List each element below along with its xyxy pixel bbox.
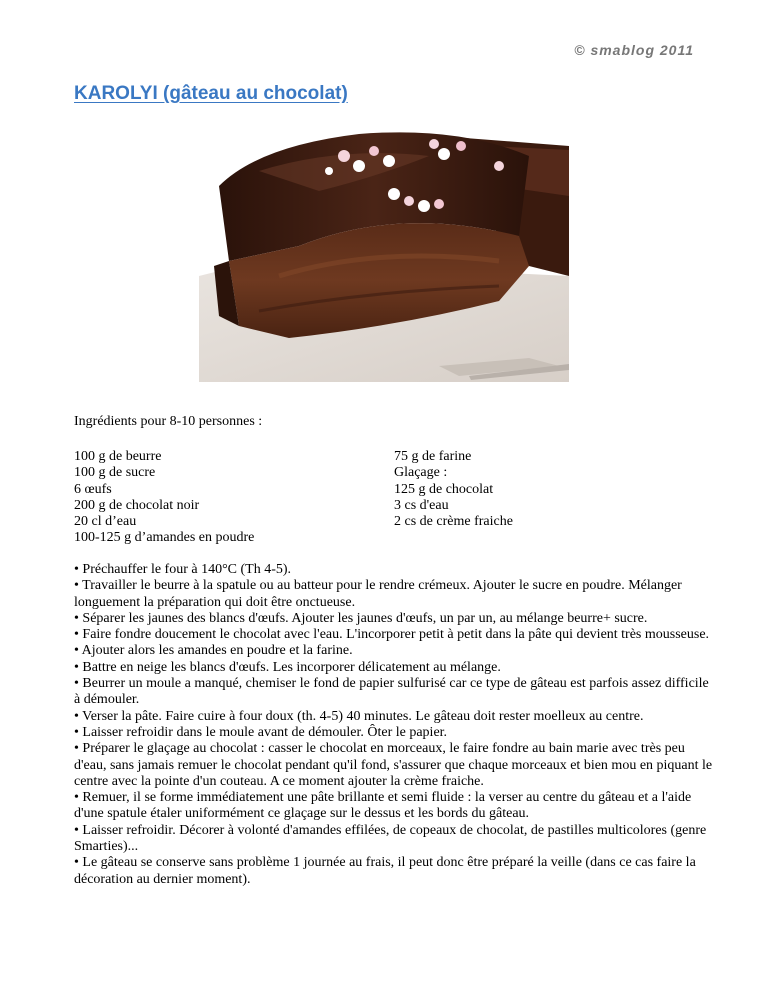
recipe-step: • Séparer les jaunes des blancs d'œufs. Ajouter les jaunes d'œufs, un par un, au mélange beurre+ sucre. — [74, 610, 648, 626]
recipe-step: • Ajouter alors les amandes en poudre et la farine. — [74, 643, 353, 659]
ingredient-item: 20 cl d’eau — [74, 514, 137, 530]
recipe-step: • Préchauffer le four à 140°C (Th 4-5). — [74, 562, 292, 577]
recipe-step: • Faire fondre doucement le chocolat avec l'eau. L'incorporer petit à petit dans la pâte qui devient très mousseuse. — [74, 627, 710, 643]
recipe-step: • Beurrer un moule a manqué, chemiser le fond de papier sulfurisé car ce type de gâteau est parfois assez difficile à démouler. — [74, 676, 709, 708]
ingredient-item: 100 g de sucre — [74, 465, 156, 481]
glaze-heading: Glaçage : — [394, 465, 448, 481]
chocolate-cake-slice-photo-icon — [199, 126, 569, 382]
recipe-step: • Laisser refroidir dans le moule avant de démouler. Ôter le papier. — [74, 724, 448, 740]
recipe-step: • Le gâteau se conserve sans problème 1 journée au frais, il peut donc être préparé la veille (dans ce cas faire la décoration au dernier moment). — [74, 855, 696, 887]
ingredient-item: 125 g de chocolat — [394, 481, 494, 497]
copyright-notice: © smablog 2011 — [574, 42, 694, 58]
ingredients-heading: Ingrédients pour 8-10 personnes : — [74, 414, 263, 429]
recipe-title[interactable]: KAROLYI (gâteau au chocolat) — [74, 83, 348, 104]
ingredient-item: 100-125 g d’amandes en poudre — [74, 530, 255, 546]
recipe-step: • Travailler le beurre à la spatule ou au batteur pour le rendre crémeux. Ajouter le sucre en poudre. Mélanger longuement la préparation qui doit être onctueuse. — [74, 578, 682, 610]
ingredient-item: 200 g de chocolat noir — [74, 497, 200, 513]
cake-photo — [199, 126, 569, 382]
recipe-step: • Verser la pâte. Faire cuire à four doux (th. 4-5) 40 minutes. Le gâteau doit rester moelleux au centre. — [74, 708, 644, 724]
recipe-step: • Battre en neige les blancs d'œufs. Les incorporer délicatement au mélange. — [74, 659, 501, 675]
ingredient-item: 100 g de beurre — [74, 449, 162, 464]
ingredient-item: 75 g de farine — [394, 449, 472, 464]
recipe-step: • Préparer le glaçage au chocolat : casser le chocolat en morceaux, le faire fondre au bain marie avec très peu d'eau, sans jamais remuer le chocolat pendant qu'il fond, s'assurer que chaque morceaux et bien mou en piquant le centre avec la pointe d'un couteau. A ce moment ajouter la crème fraiche. — [74, 741, 713, 789]
ingredient-item: 2 cs de crème fraiche — [394, 514, 513, 530]
ingredients-list-left — [74, 449, 254, 547]
ingredients-list-right — [394, 449, 513, 530]
ingredient-item: 6 œufs — [74, 481, 112, 497]
recipe-step: • Remuer, il se forme immédiatement une pâte brillante et semi fluide : la verser au centre du gâteau et a l'aide d'une spatule étaler uniformément ce glaçage sur le dessus et les bords du gâteau. — [74, 790, 692, 822]
ingredient-item: 3 cs d'eau — [394, 497, 449, 513]
recipe-step: • Laisser refroidir. Décorer à volonté d'amandes effilées, de copeaux de chocolat, de pastilles multicolores (genre Smarties)... — [74, 822, 707, 855]
recipe-steps — [74, 562, 714, 888]
